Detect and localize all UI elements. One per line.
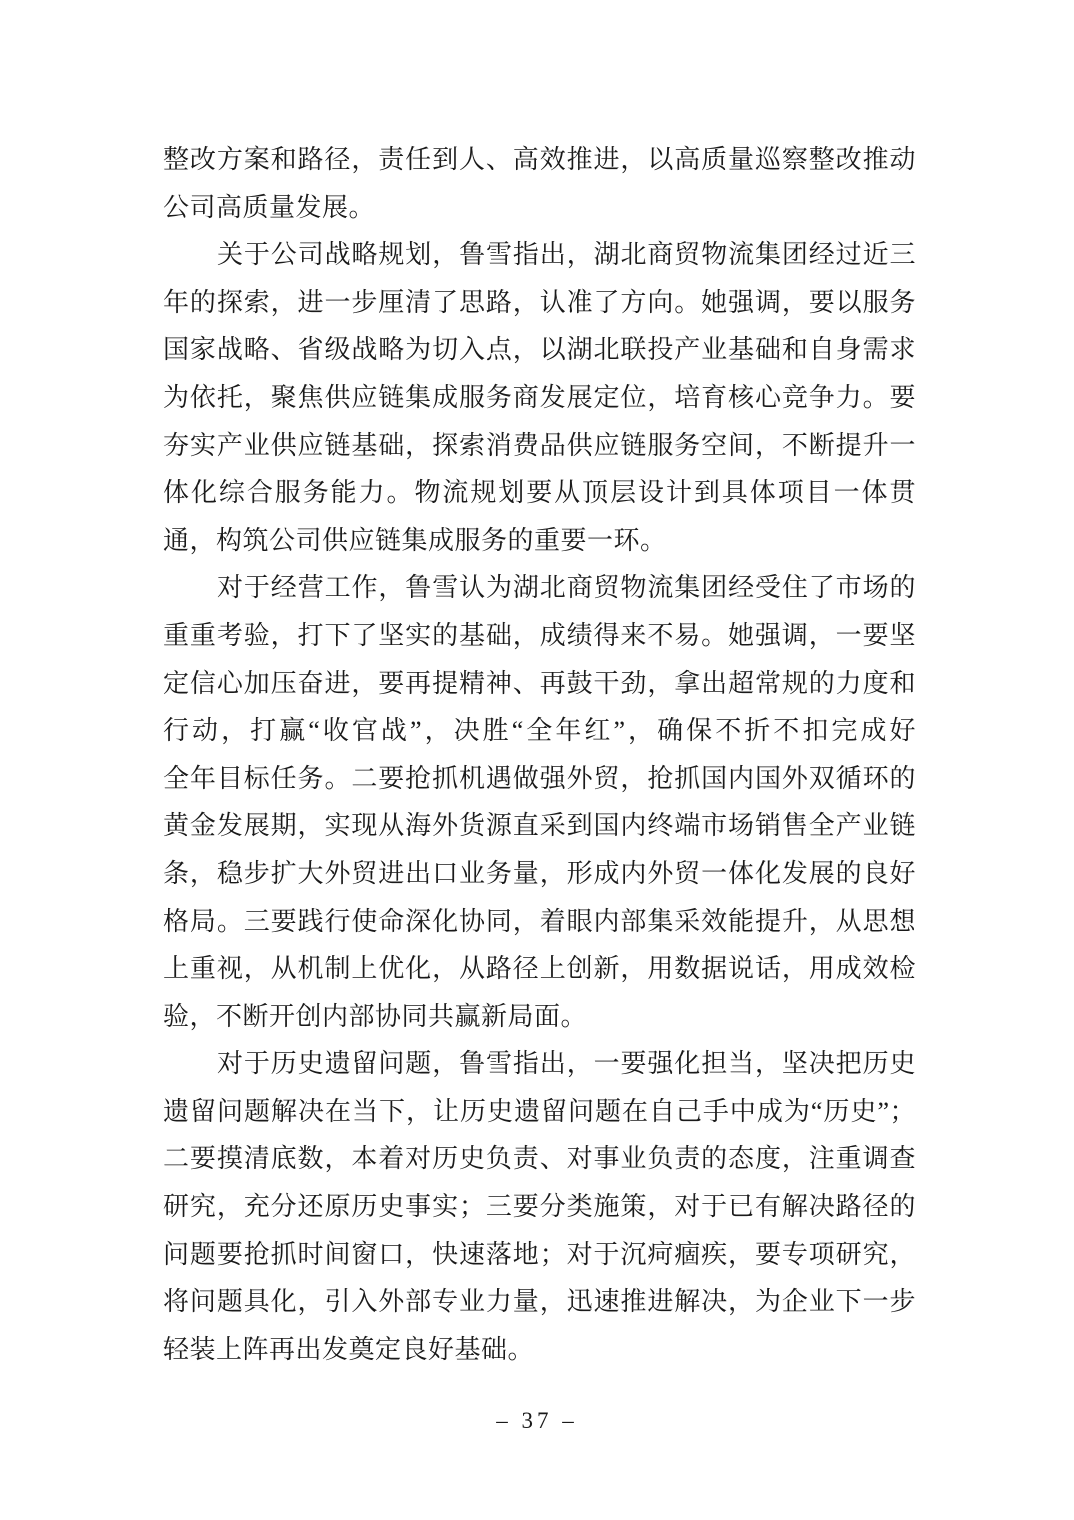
- text-line: 研究，充分还原历史事实；三要分类施策，对于已有解决路径的: [163, 1192, 916, 1222]
- document-body: [163, 136, 916, 1373]
- text-line: 年的探索，进一步厘清了思路，认准了方向。她强调，要以服务: [163, 287, 916, 317]
- text-line: 夯实产业供应链基础，探索消费品供应链服务空间，不断提升一: [163, 430, 916, 460]
- text-line: 对于历史遗留问题，鲁雪指出，一要强化担当，坚决把历史: [217, 1049, 916, 1079]
- text-line: 条，稳步扩大外贸进出口业务量，形成内外贸一体化发展的良好: [163, 858, 916, 888]
- text-line: 通，构筑公司供应链集成服务的重要一环。: [163, 525, 667, 555]
- text-line: 黄金发展期，实现从海外货源直采到国内终端市场销售全产业链: [163, 811, 916, 841]
- text-line: 遗留问题解决在当下，让历史遗留问题在自己手中成为“历史”；: [163, 1096, 916, 1126]
- text-line: 全年目标任务。二要抢抓机遇做强外贸，抢抓国内国外双循环的: [163, 763, 916, 793]
- text-line: 行动，打赢“收官战”，决胜“全年红”，确保不折不扣完成好: [163, 716, 916, 746]
- text-line: 上重视，从机制上优化，从路径上创新，用数据说话，用成效检: [163, 954, 916, 984]
- text-line: 对于经营工作，鲁雪认为湖北商贸物流集团经受住了市场的: [217, 573, 916, 603]
- text-line: 整改方案和路径，责任到人、高效推进，以高质量巡察整改推动: [163, 145, 916, 174]
- text-line: 国家战略、省级战略为切入点，以湖北联投产业基础和自身需求: [163, 335, 916, 365]
- text-line: 验，不断开创内部协同共赢新局面。: [163, 1001, 588, 1031]
- text-line: 轻装上阵再出发奠定良好基础。: [163, 1334, 535, 1364]
- text-line: 将问题具化，引入外部专业力量，迅速推进解决，为企业下一步: [163, 1287, 916, 1317]
- page-number: – 37 –: [496, 1408, 578, 1433]
- text-line: 体化综合服务能力。物流规划要从顶层设计到具体项目一体贯: [163, 478, 916, 508]
- text-line: 公司高质量发展。: [163, 192, 376, 222]
- text-line: 为依托，聚焦供应链集成服务商发展定位，培育核心竞争力。要: [163, 382, 916, 412]
- text-line: 格局。三要践行使命深化协同，着眼内部集采效能提升，从思想: [163, 906, 916, 936]
- text-line: 二要摸清底数，本着对历史负责、对事业负责的态度，注重调查: [163, 1144, 916, 1174]
- text-line: 问题要抢抓时间窗口，快速落地；对于沉疴痼疾，要专项研究，: [163, 1239, 916, 1269]
- text-line: 关于公司战略规划，鲁雪指出，湖北商贸物流集团经过近三: [217, 240, 916, 270]
- text-line: 定信心加压奋进，要再提精神、再鼓干劲，拿出超常规的力度和: [163, 668, 916, 698]
- text-line: 重重考验，打下了坚实的基础，成绩得来不易。她强调，一要坚: [163, 620, 916, 650]
